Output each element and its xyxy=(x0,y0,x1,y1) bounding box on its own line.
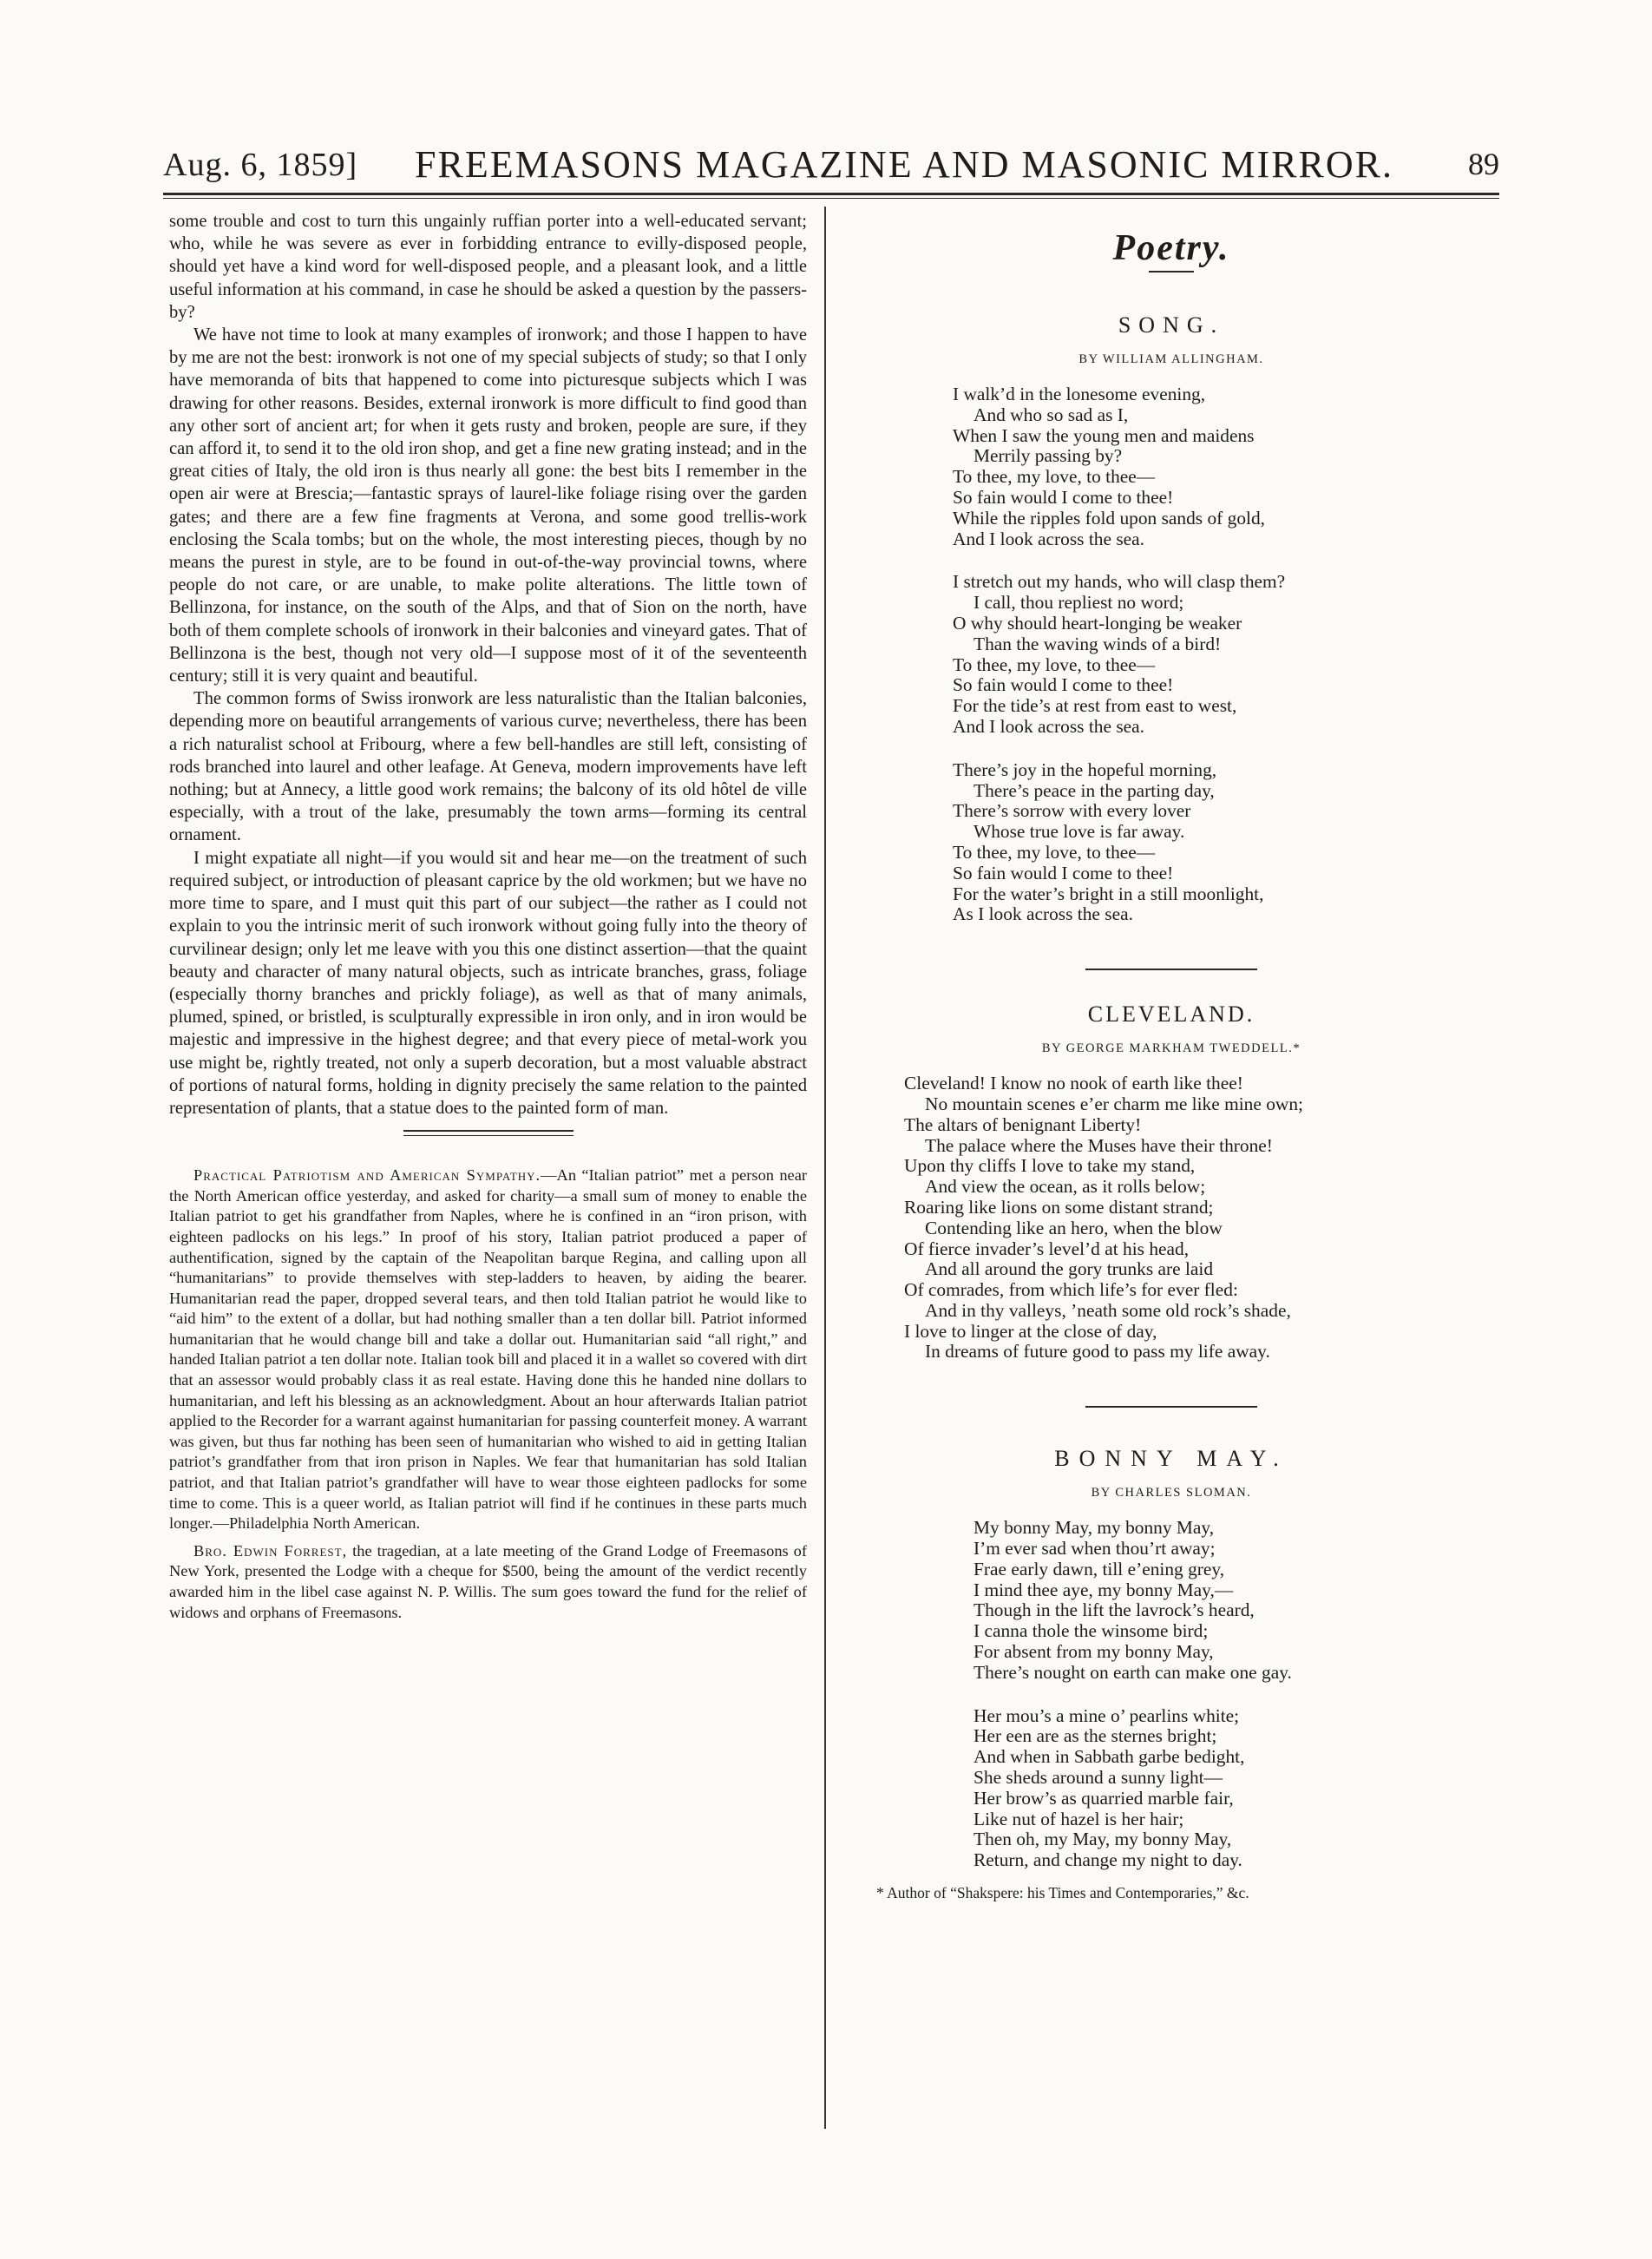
poem-cleveland xyxy=(842,1074,1501,1363)
stanza xyxy=(953,384,1501,549)
heading-ornament-rule xyxy=(1149,271,1194,273)
poem-line: Contending like an hero, when the blow xyxy=(925,1217,1223,1238)
poem-line: O why should heart-longing be weaker xyxy=(953,612,1242,634)
poem-line: There’s peace in the parting day, xyxy=(974,779,1215,801)
poem-line: She sheds around a sunny light— xyxy=(974,1767,1223,1789)
poem-line: To thee, my love, to thee— xyxy=(953,466,1156,488)
poem-line: And all around the gory trunks are laid xyxy=(925,1258,1214,1280)
poem-line: I call, thou repliest no word; xyxy=(974,592,1184,614)
poem-line: I stretch out my hands, who will clasp them? xyxy=(953,571,1286,593)
section-divider xyxy=(403,1130,574,1132)
poem-line: While the ripples fold upon sands of gold, xyxy=(953,507,1266,529)
poem-line: Than the waving winds of a bird! xyxy=(974,633,1222,654)
stanza xyxy=(974,1706,1501,1871)
poem-title: BONNY MAY. xyxy=(1054,1446,1288,1472)
poem-line: Her mou’s a mine o’ pearlins white; xyxy=(974,1704,1240,1726)
poem-line: Her een are as the sternes bright; xyxy=(974,1725,1217,1747)
ironwork-essay xyxy=(169,210,807,1120)
poem-line: And view the ocean, as it rolls below; xyxy=(925,1176,1206,1198)
poem-line: For the tide’s at rest from east to west, xyxy=(953,695,1237,717)
poem-bonny-may xyxy=(842,1518,1501,1871)
essay-paragraph: some trouble and cost to turn this ungainly ruffian porter into a well-educated servant; who, while he was severe as ever in forbidding entrance to evilly-disposed people, should yet have a kind word for well-disposed people, and a pleasant look, and a little useful information at his command, in case he should be asked a question by the passers-by? xyxy=(169,212,807,322)
stanza xyxy=(953,760,1501,925)
poem-line: Roaring like lions on some distant strand; xyxy=(904,1196,1214,1218)
page-number: 89 xyxy=(1468,147,1499,181)
essay-paragraph: I might expatiate all night—if you would sit and hear me—on the treatment of such required subject, or introduction of pleasant caprice by the old workmen; but we have no more time to spare, and I must quit this part of our subject—the rather as I could not explain to you the intrinsic merit of such ironwork without going fully into the theory of curvilinear design; only let me leave with you this one distinct assertion—that the quaint beauty and character of many natural objects, such as intricate branches, grass, foliage (especially thorny branches and prickly foliage), as well as that of many animals, plumed, spined, or bristled, is sculpturally expressible in iron only, and in iron would be majestic and impressive in the highest degree; and that every piece of metal-work you use might be, rightly treated, not only a superb decoration, but a most valuable abstract of portions of natural forms, holding in dignity precisely the same relation to the painted representation of plants, that a statue does to the painted form of man. xyxy=(169,848,807,1118)
poem-line: So fain would I come to thee! xyxy=(953,862,1174,883)
poem-line: No mountain scenes e’er charm me like mine own; xyxy=(925,1093,1303,1114)
poem-line: As I look across the sea. xyxy=(953,903,1133,925)
running-head xyxy=(163,139,1499,191)
left-column xyxy=(169,210,807,1623)
poem-line: And I look across the sea. xyxy=(953,528,1144,549)
stanza xyxy=(904,1074,1501,1363)
section-divider-thin xyxy=(403,1135,574,1136)
news-notes xyxy=(169,1166,807,1623)
poem-line: There’s sorrow with every lover xyxy=(953,800,1191,822)
poem-line: Cleveland! I know no nook of earth like thee! xyxy=(904,1073,1243,1094)
poem-line: Merrily passing by? xyxy=(974,445,1123,467)
poem-line: The altars of benignant Liberty! xyxy=(904,1113,1142,1135)
note-edwin-forrest xyxy=(169,1541,807,1623)
poem-byline: BY GEORGE MARKHAM TWEDDELL.* xyxy=(1041,1041,1301,1056)
poem-line: There’s joy in the hopeful morning, xyxy=(953,758,1217,780)
note-italian-patriot xyxy=(169,1166,807,1534)
poem-line: I canna thole the winsome bird; xyxy=(974,1620,1209,1642)
stanza xyxy=(974,1518,1501,1683)
poetry-heading: Poetry. xyxy=(1112,228,1230,268)
poem-line: And I look across the sea. xyxy=(953,715,1144,737)
poem-separator xyxy=(1085,969,1257,970)
poem-line: My bonny May, my bonny May, xyxy=(974,1517,1215,1539)
poem-line: Frae early dawn, till e’ening grey, xyxy=(974,1558,1225,1579)
note-body: —An “Italian patriot” met a person near the North American office yesterday, and asked for charity—a small sum of money to enable the Italian patriot to get his grandfather from Naples, where he is confined in an “iron prison, with eighteen padlocks on his legs.” In proof of his story, Italian patriot produced a paper of authentification, signed by the captain of the Neapolitan barque Regina, and calling upon all “humanitarians” to provide themselves with step-ladders to heaven, by aiding the bearer. Humanitarian read the paper, dropped several tears, and then told Italian patriot he would like to “aid him” to the extent of a dollar, but had nothing smaller than a ten dollar bill. Patriot informed humanitarian that he would change bill and take a dollar out. Humanitarian said “all right,” and handed Italian patriot a ten dollar note. Italian took bill and placed it in a wallet so covered with dirt that an assessor would probably class it as real estate. Having done this he handed nine dollars to humanitarian, and left his blessing as an acknowledgment. About an hour afterwards Italian patriot applied to the Recorder for a warrant against humanitarian for passing counterfeit money. A warrant was given, but thus far nothing has been seen of humanitarian who wished to aid in getting Italian patriot’s grandfather from that iron prison in Naples. We fear that humanitarian has sold Italian patriot, and that Italian patriot’s grandfather will have to wear those eighteen padlocks for some time to come. This is a queer world, as Italian patriot will find if he continues in these parts much longer.—Philadelphia North American. xyxy=(169,1166,807,1533)
note-body: the tragedian, at a late meeting of the Grand Lodge of Freemasons of New York, presented the Lodge with a cheque for $500, being the amount of the verdict recently awarded him in the libel case against N. P. Willis. The sum goes toward the fund for the relief of widows and orphans of Freemasons. xyxy=(169,1541,807,1621)
poem-line: When I saw the young men and maidens xyxy=(953,424,1255,446)
poem-line: Then oh, my May, my bonny May, xyxy=(974,1829,1232,1850)
poem-line: To thee, my love, to thee— xyxy=(953,653,1156,675)
poem-song xyxy=(842,384,1501,925)
poem-line: Of fierce invader’s level’d at his head, xyxy=(904,1238,1190,1259)
poem-line: And in thy valleys, ’neath some old rock’s shade, xyxy=(925,1299,1291,1321)
footnote: * Author of “Shakspere: his Times and Contemporaries,” &c. xyxy=(876,1884,1249,1902)
poem-line: I’m ever sad when thou’rt away; xyxy=(974,1538,1216,1560)
header-rule-thin xyxy=(163,198,1499,199)
stanza xyxy=(953,572,1501,737)
column-divider xyxy=(824,207,826,2129)
poem-line: There’s nought on earth can make one gay. xyxy=(974,1661,1292,1683)
poem-line: For the water’s bright in a still moonlight, xyxy=(953,883,1264,904)
poem-line: Upon thy cliffs I love to take my stand, xyxy=(904,1155,1196,1177)
poem-line: Her brow’s as quarried marble fair, xyxy=(974,1787,1234,1809)
poem-line: Whose true love is far away. xyxy=(974,821,1185,843)
poem-line: For absent from my bonny May, xyxy=(974,1641,1214,1663)
publication-title: FREEMASONS MAGAZINE AND MASONIC MIRROR. xyxy=(415,143,1394,186)
poem-line: Though in the lift the lavrock’s heard, xyxy=(974,1599,1255,1621)
right-column xyxy=(842,227,1501,1902)
poem-line: So fain would I come to thee! xyxy=(953,674,1174,696)
header-rule xyxy=(163,193,1499,195)
poem-line: In dreams of future good to pass my life away. xyxy=(925,1341,1270,1363)
poem-line: I walk’d in the lonesome evening, xyxy=(953,384,1206,404)
note-lead: Bro. Edwin Forrest, xyxy=(193,1541,348,1560)
note-lead: Practical Patriotism and American Sympathy. xyxy=(193,1166,541,1185)
essay-paragraph: We have not time to look at many examples of ironwork; and those I happen to have by me are not the best: ironwork is not one of my special subjects of study; so that I only have memoranda of bits that happened to come into picturesque subjects which I was drawing for other reasons. Besides, external ironwork is more difficult to find good than any other sort of ancient art; for when it gets rusty and broken, people are sure, if they can afford it, to send it to the old iron shop, and get a fine new grating instead; and in the great cities of Italy, the old iron is thus nearly all gone: the best bits I remember in the open air were at Brescia;—fantastic sprays of laurel-like foliage rising over the garden gates; and there are a few fine fragments at Verona, and some good trellis-work enclosing the Scala tombs; but on the whole, the most interesting pieces, though by no means the purest in style, are to be found in out-of-the-way provincial towns, where people do not care, or are unable, to make polite alterations. The little town of Bellinzona, for instance, on the south of the Alps, and that of Sion on the north, have both of them complete schools of ironwork in their balconies and vineyard gates. That of Bellinzona is the best, though not very old—I suppose most of it of the seventeenth century; still it is very quaint and beautiful. xyxy=(169,325,807,686)
poem-line: I love to linger at the close of day, xyxy=(904,1320,1157,1342)
poem-byline: BY WILLIAM ALLINGHAM. xyxy=(1078,352,1264,366)
essay-paragraph: The common forms of Swiss ironwork are less naturalistic than the Italian balconies, depending more on beautiful arrangements of various curve; nevertheless, there has been a rich naturalist school at Fribourg, where a few bell-handles are still left, consisting of rods branched into laurel and other leafage. At Geneva, modern improvements have left nothing; but at Annecy, a little good work remains; the balcony of its old hôtel de ville especially, with a trout of the lake, presumably the town arms—forming its central ornament. xyxy=(169,689,807,845)
poem-line: Of comrades, from which life’s for ever fled: xyxy=(904,1279,1238,1301)
poem-separator xyxy=(1085,1406,1257,1408)
poem-line: Like nut of hazel is her hair; xyxy=(974,1808,1184,1829)
poem-line: And when in Sabbath garbe bedight, xyxy=(974,1746,1245,1768)
poem-line: So fain would I come to thee! xyxy=(953,486,1174,508)
poem-line: Return, and change my night to day. xyxy=(974,1849,1242,1871)
poem-byline: BY CHARLES SLOMAN. xyxy=(1091,1486,1252,1501)
issue-date: Aug. 6, 1859] xyxy=(163,147,358,183)
poem-line: I mind thee aye, my bonny May,— xyxy=(974,1579,1234,1600)
poem-title: CLEVELAND. xyxy=(1087,1001,1255,1028)
poem-line: And who so sad as I, xyxy=(974,404,1129,425)
poem-line: To thee, my love, to thee— xyxy=(953,841,1156,863)
poem-title: SONG. xyxy=(1118,312,1225,338)
poem-line: The palace where the Muses have their throne! xyxy=(925,1134,1273,1156)
